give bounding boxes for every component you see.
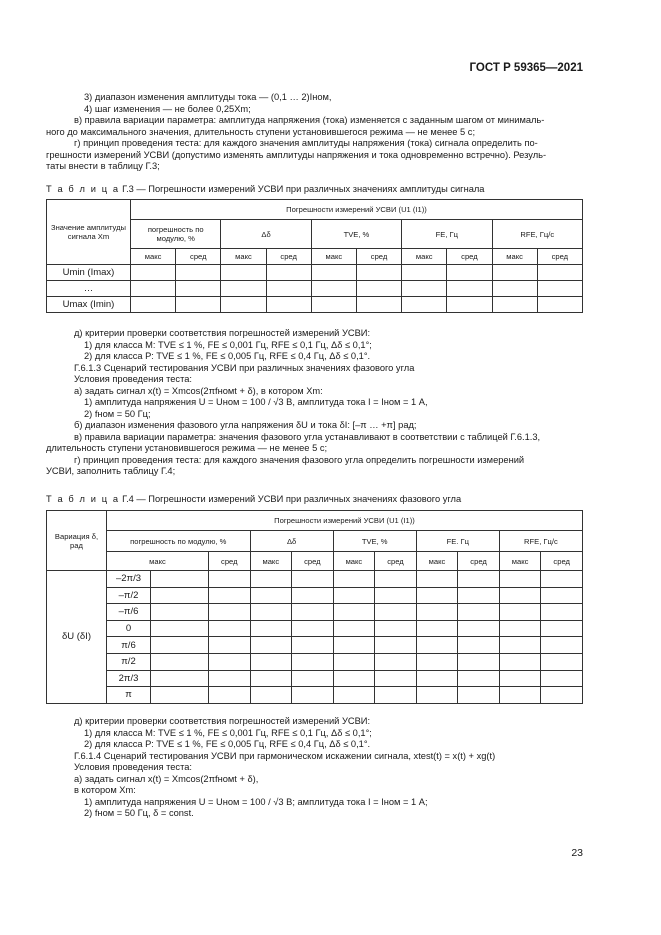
text-block-2 bbox=[46, 328, 586, 478]
table-cell bbox=[416, 653, 458, 670]
table-row bbox=[47, 265, 583, 281]
subcolumn-header: сред bbox=[356, 249, 401, 265]
subcolumn-header: макс bbox=[131, 249, 176, 265]
table-cell bbox=[447, 265, 492, 281]
document-header: ГОСТ Р 59365—2021 bbox=[469, 62, 583, 74]
table-row bbox=[47, 604, 583, 621]
table-cell bbox=[176, 297, 221, 313]
table-cell bbox=[458, 670, 500, 687]
table-g3 bbox=[46, 199, 583, 313]
table-cell bbox=[221, 297, 266, 313]
table-cell bbox=[416, 670, 458, 687]
row-value: –2π/3 bbox=[107, 571, 151, 588]
text-line: д) критерии проверки соответствия погрешностей измерений УСВИ: bbox=[74, 716, 371, 726]
table-row bbox=[47, 281, 583, 297]
table-cell bbox=[292, 587, 334, 604]
table-cell bbox=[458, 687, 500, 704]
subcolumn-header: макс bbox=[402, 249, 447, 265]
table-cell bbox=[176, 265, 221, 281]
column-group-header: FE. Гц bbox=[416, 531, 499, 552]
table-cell bbox=[375, 653, 417, 670]
text-line: 2) для класса Р: TVE ≤ 1 %, FE ≤ 0,005 Гц, RFE ≤ 0,4 Гц, Δδ ≤ 0,1°. bbox=[84, 351, 371, 361]
table-cell bbox=[333, 604, 375, 621]
table-cell bbox=[416, 604, 458, 621]
subcolumn-header: сред bbox=[292, 552, 334, 571]
text-line: УСВИ, заполнить таблицу Г.4; bbox=[46, 466, 176, 476]
table-cell bbox=[492, 281, 537, 297]
table-cell bbox=[131, 265, 176, 281]
column-group-header: TVE, % bbox=[333, 531, 416, 552]
table-cell bbox=[499, 670, 541, 687]
table-cell bbox=[266, 281, 311, 297]
table-cell bbox=[221, 281, 266, 297]
text-line: ного до максимального значения, длительность ступени установившегося режима — не менее 5 с; bbox=[46, 126, 476, 137]
table-cell bbox=[458, 620, 500, 637]
table-cell bbox=[375, 571, 417, 588]
table-cell bbox=[402, 297, 447, 313]
table-cell bbox=[131, 281, 176, 297]
table-cell bbox=[151, 604, 209, 621]
table-cell bbox=[292, 620, 334, 637]
table-row bbox=[47, 587, 583, 604]
text-line: 1) для класса М: TVE ≤ 1 %, FE ≤ 0,001 Гц, RFE ≤ 0,1 Гц, Δδ ≤ 0,1°; bbox=[84, 727, 372, 738]
table-cell bbox=[311, 297, 356, 313]
text-block-3 bbox=[46, 716, 586, 820]
text-line: 2) fном = 50 Гц, δ = const. bbox=[84, 808, 194, 818]
text-line: в котором Xm: bbox=[74, 785, 136, 795]
table-cell bbox=[541, 587, 583, 604]
table-cell bbox=[416, 620, 458, 637]
row-value: π/6 bbox=[107, 637, 151, 654]
table-cell bbox=[375, 670, 417, 687]
table-cell bbox=[151, 620, 209, 637]
table-cell bbox=[209, 637, 251, 654]
table-cell bbox=[375, 620, 417, 637]
table-cell bbox=[416, 687, 458, 704]
table-cell bbox=[151, 571, 209, 588]
text-line: 1) амплитуда напряжения U = Uном = 100 / √3 В, амплитуда тока I = Iном = 1 А, bbox=[84, 397, 428, 407]
table-cell bbox=[416, 571, 458, 588]
text-line: таты внести в таблицу Г.3; bbox=[46, 161, 160, 171]
table-cell bbox=[447, 297, 492, 313]
subcolumn-header: макс bbox=[333, 552, 375, 571]
table-cell bbox=[209, 587, 251, 604]
column-group-header: Δδ bbox=[221, 220, 311, 249]
text-line: д) критерии проверки соответствия погрешностей измерений УСВИ: bbox=[74, 328, 371, 338]
table-cell bbox=[333, 620, 375, 637]
column-group-header: RFE, Гц/с bbox=[492, 220, 583, 249]
table-cell bbox=[292, 670, 334, 687]
table-cell bbox=[333, 687, 375, 704]
subcolumn-header: сред bbox=[458, 552, 500, 571]
t3-group-header: Погрешности измерений УСВИ (U1 (I1)) bbox=[131, 200, 583, 220]
subcolumn-header: сред bbox=[537, 249, 582, 265]
table-cell bbox=[292, 604, 334, 621]
column-group-header: погрешность по модулю, % bbox=[131, 220, 221, 249]
column-group-header: RFE, Гц/с bbox=[499, 531, 582, 552]
table-cell bbox=[458, 587, 500, 604]
table-cell bbox=[458, 637, 500, 654]
text-line: 4) шаг изменения — не более 0,25Xm; bbox=[84, 103, 251, 114]
table3-caption bbox=[46, 184, 586, 196]
table-cell bbox=[356, 281, 401, 297]
table-cell bbox=[375, 637, 417, 654]
table-cell bbox=[250, 653, 292, 670]
table-cell bbox=[492, 297, 537, 313]
row-value: π/2 bbox=[107, 653, 151, 670]
table-cell bbox=[447, 281, 492, 297]
table-cell bbox=[416, 637, 458, 654]
text-line: а) задать сигнал x(t) = Xmcos(2πfномt + δ), в котором Xm: bbox=[74, 385, 323, 396]
text-line: б) диапазон изменения фазового угла напряжения δU и тока δI: [–π … +π] рад; bbox=[74, 420, 417, 430]
table-cell bbox=[250, 620, 292, 637]
table-cell bbox=[541, 670, 583, 687]
table-cell bbox=[537, 265, 582, 281]
table-cell bbox=[209, 670, 251, 687]
column-group-header: FE, Гц bbox=[402, 220, 492, 249]
text-line: в) правила вариации параметра: значения фазового угла устанавливают в соответствии с таблицей Г.6.1.3, bbox=[74, 431, 541, 442]
subcolumn-header: сред bbox=[447, 249, 492, 265]
text-line: 1) амплитуда напряжения U = Uном = 100 / √3 В; амплитуда тока I = Iном = 1 А; bbox=[84, 796, 428, 807]
column-group-header: Δδ bbox=[250, 531, 333, 552]
table-cell bbox=[292, 653, 334, 670]
table-cell bbox=[292, 687, 334, 704]
table-cell bbox=[375, 687, 417, 704]
table-cell bbox=[499, 653, 541, 670]
table-cell bbox=[151, 653, 209, 670]
subcolumn-header: макс bbox=[107, 552, 209, 571]
table-cell bbox=[375, 604, 417, 621]
table-cell bbox=[375, 587, 417, 604]
subcolumn-header: макс bbox=[492, 249, 537, 265]
text-line: Условия проведения теста: bbox=[74, 374, 192, 384]
table-cell bbox=[499, 620, 541, 637]
table-cell bbox=[266, 297, 311, 313]
table-cell bbox=[499, 637, 541, 654]
t4-row-header: Вариация δ, рад bbox=[47, 511, 107, 571]
subcolumn-header: макс bbox=[416, 552, 458, 571]
row-value: 0 bbox=[107, 620, 151, 637]
table-cell bbox=[402, 281, 447, 297]
table-row bbox=[47, 653, 583, 670]
subcolumn-header: сред bbox=[176, 249, 221, 265]
table-cell bbox=[176, 281, 221, 297]
subcolumn-header: сред bbox=[266, 249, 311, 265]
table-cell bbox=[499, 604, 541, 621]
table-cell bbox=[151, 687, 209, 704]
table-cell bbox=[356, 265, 401, 281]
row-value: 2π/3 bbox=[107, 670, 151, 687]
table-cell bbox=[541, 604, 583, 621]
table-cell bbox=[499, 587, 541, 604]
table-cell bbox=[541, 653, 583, 670]
text-line: грешности измерений УСВИ (допустимо изменять амплитуды напряжения и тока одновременно встречно). Резуль- bbox=[46, 149, 547, 160]
table-cell bbox=[333, 587, 375, 604]
column-group-header: TVE, % bbox=[311, 220, 401, 249]
table-cell bbox=[333, 670, 375, 687]
subcolumn-header: макс bbox=[499, 552, 541, 571]
table-cell bbox=[499, 571, 541, 588]
table-row bbox=[47, 297, 583, 313]
subcolumn-header: сред bbox=[375, 552, 417, 571]
text-line: 2) fном = 50 Гц; bbox=[84, 408, 151, 419]
table-cell bbox=[499, 687, 541, 704]
table-cell bbox=[402, 265, 447, 281]
table-cell bbox=[209, 620, 251, 637]
row-value: –π/2 bbox=[107, 587, 151, 604]
table-row bbox=[47, 670, 583, 687]
table-cell bbox=[541, 571, 583, 588]
table-cell bbox=[250, 670, 292, 687]
table-cell bbox=[266, 265, 311, 281]
row-label: Umin (Imax) bbox=[47, 265, 131, 281]
table-cell bbox=[333, 653, 375, 670]
table-cell bbox=[356, 297, 401, 313]
table4-caption bbox=[46, 494, 586, 506]
table-cell bbox=[333, 637, 375, 654]
page-number: 23 bbox=[571, 847, 583, 859]
table-cell bbox=[541, 687, 583, 704]
text-line: а) задать сигнал x(t) = Xmcos(2πfномt + δ), bbox=[74, 773, 259, 784]
table-g4 bbox=[46, 510, 583, 704]
text-line: 3) диапазон изменения амплитуды тока — (0,1 … 2)Iном, bbox=[84, 92, 332, 102]
row-group-label: δU (δI) bbox=[47, 571, 107, 704]
table-cell bbox=[250, 687, 292, 704]
table3-caption-text: Г.3 — Погрешности измерений УСВИ при различных значениях амплитуды сигнала bbox=[119, 184, 485, 194]
table-row bbox=[47, 571, 583, 588]
table-cell bbox=[250, 637, 292, 654]
table-cell bbox=[151, 637, 209, 654]
table-cell bbox=[541, 637, 583, 654]
text-line: в) правила вариации параметра: амплитуда напряжения (тока) изменяется с заданным шагом от минималь- bbox=[74, 115, 545, 125]
table-cell bbox=[151, 670, 209, 687]
table-row bbox=[47, 620, 583, 637]
t3-row-header: Значение амплитуды сигнала Xm bbox=[47, 200, 131, 265]
text-line: 2) для класса Р: TVE ≤ 1 %, FE ≤ 0,005 Гц, RFE ≤ 0,4 Гц, Δδ ≤ 0,1°. bbox=[84, 739, 371, 749]
subcolumn-header: макс bbox=[250, 552, 292, 571]
table-cell bbox=[209, 687, 251, 704]
table-cell bbox=[151, 587, 209, 604]
text-line: Г.6.1.4 Сценарий тестирования УСВИ при гармоническом искажении сигнала, xtest(t) = x(t) + xg(t) bbox=[74, 750, 496, 761]
column-group-header: погрешность по модулю, % bbox=[107, 531, 251, 552]
t4-group-header: Погрешности измерений УСВИ (U1 (I1)) bbox=[107, 511, 583, 531]
table-cell bbox=[537, 281, 582, 297]
table-cell bbox=[209, 604, 251, 621]
table-cell bbox=[458, 604, 500, 621]
table-cell bbox=[458, 653, 500, 670]
table-cell bbox=[492, 265, 537, 281]
table4-caption-prefix: Т а б л и ц а bbox=[46, 494, 120, 504]
table-cell bbox=[537, 297, 582, 313]
table-cell bbox=[209, 571, 251, 588]
text-line: Условия проведения теста: bbox=[74, 762, 192, 772]
table-cell bbox=[458, 571, 500, 588]
table-cell bbox=[333, 571, 375, 588]
table-row bbox=[47, 687, 583, 704]
subcolumn-header: сред bbox=[541, 552, 583, 571]
table-cell bbox=[250, 604, 292, 621]
table-cell bbox=[250, 587, 292, 604]
subcolumn-header: сред bbox=[209, 552, 251, 571]
text-line: г) принцип проведения теста: для каждого значения амплитуды напряжения (тока) сигнала определить по- bbox=[74, 138, 538, 148]
table-row bbox=[47, 637, 583, 654]
text-block-1 bbox=[46, 92, 586, 173]
text-line: 1) для класса М: TVE ≤ 1 %, FE ≤ 0,001 Гц, RFE ≤ 0,1 Гц, Δδ ≤ 0,1°; bbox=[84, 339, 372, 350]
row-value: π bbox=[107, 687, 151, 704]
text-line: длительность ступени установившегося режима — не менее 5 с; bbox=[46, 443, 328, 453]
table3-caption-prefix: Т а б л и ц а bbox=[46, 184, 120, 194]
subcolumn-header: макс bbox=[311, 249, 356, 265]
text-line: Г.6.1.3 Сценарий тестирования УСВИ при различных значениях фазового угла bbox=[74, 362, 415, 373]
table4-caption-text: Г.4 — Погрешности измерений УСВИ при различных значениях фазового угла bbox=[119, 494, 462, 504]
table-cell bbox=[250, 571, 292, 588]
table-cell bbox=[131, 297, 176, 313]
subcolumn-header: макс bbox=[221, 249, 266, 265]
row-label: … bbox=[47, 281, 131, 297]
table-cell bbox=[292, 571, 334, 588]
row-label: Umax (Imin) bbox=[47, 297, 131, 313]
text-line: г) принцип проведения теста: для каждого значения фазового угла определить погрешности измерений bbox=[74, 454, 525, 465]
table-cell bbox=[311, 281, 356, 297]
table-cell bbox=[292, 637, 334, 654]
table-cell bbox=[541, 620, 583, 637]
row-value: –π/6 bbox=[107, 604, 151, 621]
table-cell bbox=[311, 265, 356, 281]
table-cell bbox=[221, 265, 266, 281]
table-cell bbox=[416, 587, 458, 604]
table-cell bbox=[209, 653, 251, 670]
